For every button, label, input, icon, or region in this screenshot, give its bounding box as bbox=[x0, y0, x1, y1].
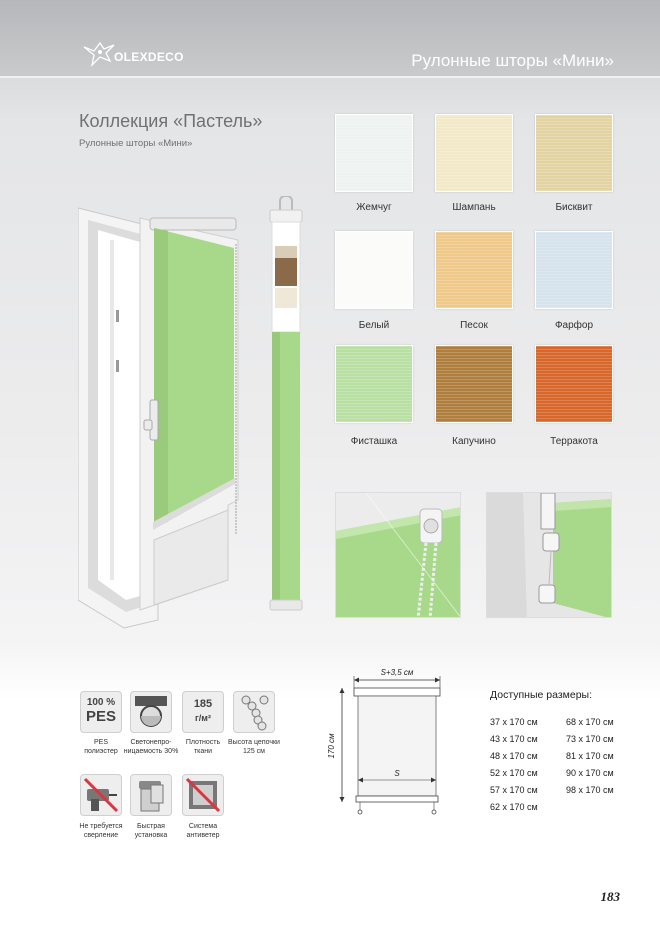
feature-label-line: Высота цепочки bbox=[228, 739, 280, 746]
sizes-list-left bbox=[490, 714, 538, 816]
size-item: 73 x 170 см bbox=[566, 734, 614, 744]
light-opacity-icon bbox=[130, 691, 172, 733]
size-item: 52 x 170 см bbox=[490, 768, 538, 778]
sizes-title: Доступные размеры: bbox=[490, 689, 593, 701]
page-title: Рулонные шторы «Мини» bbox=[411, 51, 614, 70]
swatch-zhemchug[interactable] bbox=[335, 114, 413, 192]
feature-label-line: Быстрая bbox=[137, 823, 165, 830]
swatch-label: Фисташка bbox=[350, 436, 398, 447]
feature-label-line: антиветер bbox=[186, 831, 220, 839]
size-item: 98 x 170 см bbox=[566, 785, 614, 795]
size-item: 37 x 170 см bbox=[490, 717, 538, 727]
pes-badge bbox=[80, 691, 122, 733]
detail-photo-chain bbox=[335, 492, 461, 618]
dimension-diagram bbox=[320, 664, 450, 824]
fabric-width-label: S bbox=[394, 769, 400, 778]
quick-install-icon bbox=[130, 774, 172, 816]
size-item: 43 x 170 см bbox=[490, 734, 538, 744]
swatch-label: Капучино bbox=[452, 436, 496, 447]
swatch-label: Фарфор bbox=[554, 320, 594, 331]
bird-logo-icon bbox=[80, 37, 118, 67]
swatch-pesok[interactable] bbox=[435, 231, 513, 309]
header-divider bbox=[0, 76, 660, 78]
chain-height-icon bbox=[233, 691, 275, 733]
no-drilling-icon bbox=[80, 774, 122, 816]
detail-photo-bracket bbox=[486, 492, 612, 618]
swatch-label: Песок bbox=[460, 320, 488, 331]
size-item: 90 x 170 см bbox=[566, 768, 614, 778]
feature-label-line: Плотность bbox=[185, 739, 221, 746]
page-number: 183 bbox=[600, 889, 620, 904]
swatch-label: Терракота bbox=[550, 436, 598, 447]
collection-subtitle: Рулонные шторы «Мини» bbox=[79, 138, 193, 149]
swatch-kapuchino[interactable] bbox=[435, 345, 513, 423]
density-unit: г/м² bbox=[195, 713, 211, 723]
feature-label-line: 125 см bbox=[243, 747, 265, 755]
brand-logo bbox=[80, 37, 220, 67]
swatch-farfor[interactable] bbox=[535, 231, 613, 309]
feature-label-line: Не требуется bbox=[79, 823, 123, 830]
swatch-terrakota[interactable] bbox=[535, 345, 613, 423]
fabric-density-icon bbox=[182, 691, 224, 733]
brand-name: OLEXDECO bbox=[114, 50, 184, 64]
size-item: 57 x 170 см bbox=[490, 785, 538, 795]
antiwind-icon bbox=[182, 774, 224, 816]
collection-title: Коллекция «Пастель» bbox=[79, 111, 263, 131]
swatch-fistashka[interactable] bbox=[335, 345, 413, 423]
size-item: 62 x 170 см bbox=[490, 802, 538, 812]
sizes-list-right bbox=[566, 714, 614, 799]
feature-label bbox=[168, 823, 238, 840]
feature-label-line: Система bbox=[188, 823, 218, 830]
swatch-label: Шампань bbox=[452, 202, 496, 213]
size-item: 81 x 170 см bbox=[566, 751, 614, 761]
product-package bbox=[266, 196, 306, 616]
pes-percent: 100 % bbox=[86, 697, 116, 708]
feature-label-line: PES bbox=[93, 739, 108, 746]
swatch-belyy[interactable] bbox=[335, 231, 413, 309]
swatch-label: Бисквит bbox=[555, 202, 593, 213]
feature-label bbox=[219, 739, 289, 756]
density-value: 185 bbox=[193, 698, 213, 710]
swatch-shampan[interactable] bbox=[435, 114, 513, 192]
height-dimension-label: 170 см bbox=[327, 733, 336, 759]
feature-label-line: ницаемость 30% bbox=[123, 747, 179, 755]
swatch-label: Жемчуг bbox=[356, 202, 392, 213]
swatch-biskvit[interactable] bbox=[535, 114, 613, 192]
pes-badge-text: PES bbox=[85, 708, 116, 725]
feature-label-line: полиэстер bbox=[84, 747, 118, 755]
width-dimension-label: S+3,5 см bbox=[380, 668, 414, 677]
size-item: 68 x 170 см bbox=[566, 717, 614, 727]
size-item: 48 x 170 см bbox=[490, 751, 538, 761]
feature-label-line: сверление bbox=[83, 831, 119, 839]
feature-label-line: ткани bbox=[193, 747, 213, 755]
window-illustration bbox=[78, 200, 278, 630]
swatch-label: Белый bbox=[358, 320, 390, 331]
feature-label-line: Светонепро- bbox=[130, 739, 172, 746]
feature-label-line: установка bbox=[134, 831, 168, 839]
